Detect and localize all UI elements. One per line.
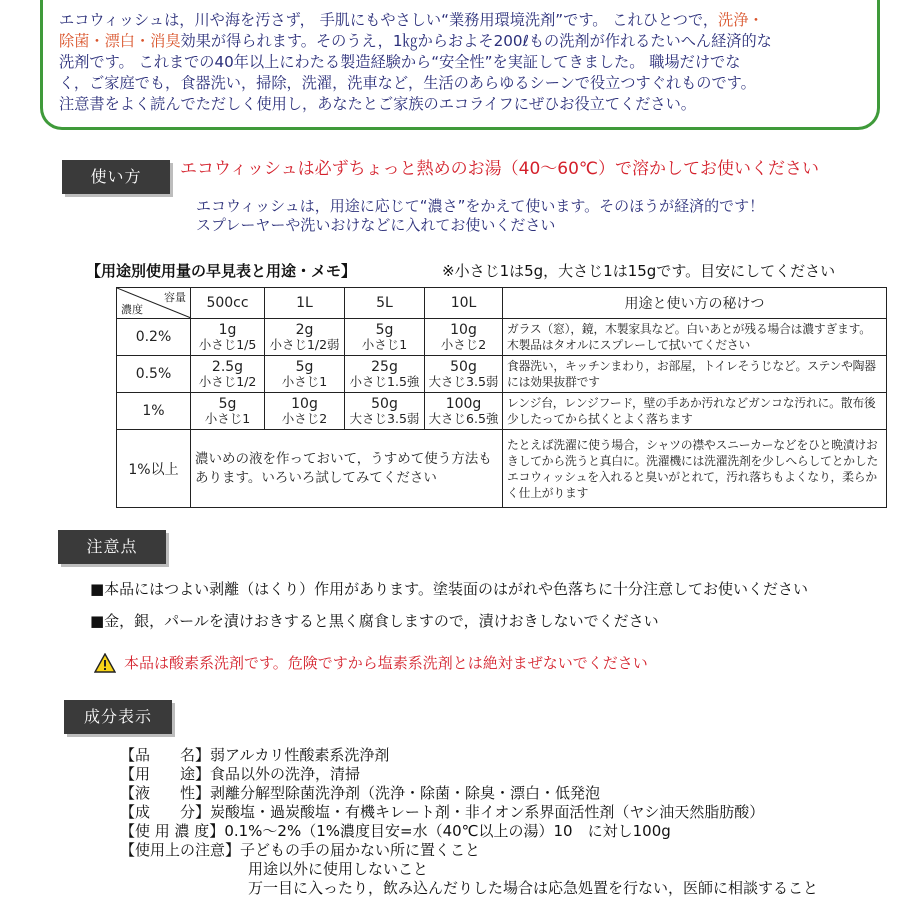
- ingredient-value: 弱アルカリ性酸素系洗浄剤: [210, 746, 390, 764]
- ingredient-row: [120, 803, 818, 822]
- caution-section-label: 注意点: [58, 530, 166, 564]
- ingredient-value: 剥離分解型除菌洗浄剤（洗浄・除菌・除臭・漂白・低発泡: [210, 784, 601, 802]
- memo-header: 用途と使い方の秘けつ: [503, 288, 887, 319]
- ingredients-list: [120, 746, 818, 898]
- intro-line-1: [59, 10, 863, 31]
- amount-value: 5g: [295, 358, 314, 375]
- ingredient-key: 【成 分】: [120, 803, 211, 821]
- amount-value: 10g: [291, 395, 318, 412]
- amount-cell: [425, 319, 503, 356]
- spoon-value: 小さじ1: [361, 336, 408, 352]
- ingredient-key: 【使用上の注意】: [120, 841, 241, 859]
- spoon-value: 大さじ6.5強: [428, 410, 499, 426]
- column-header: 5L: [345, 288, 425, 319]
- usage-table: [116, 287, 887, 508]
- spoon-value: 小さじ2: [281, 410, 328, 426]
- ingredient-value: 食品以外の洗浄，清掃: [210, 765, 361, 783]
- ingredient-note: 用途以外に使用しないこと: [248, 860, 429, 878]
- usage-line-2: スプレーヤーや洗いおけなどに入れてお使いください: [196, 216, 556, 234]
- intro-highlight: 除菌・漂白・消臭: [59, 32, 181, 50]
- ingredient-row: [120, 765, 818, 784]
- spoon-value: 大さじ3.5弱: [428, 373, 499, 389]
- memo-cell: レンジ台，レンジフード，壁の手あか汚れなどガンコな汚れに。散布後少したってから拭くとよく落ちます: [503, 393, 887, 430]
- ingredient-key: 【液 性】: [120, 784, 211, 802]
- intro-highlight: 洗浄・: [718, 11, 764, 29]
- amount-cell: [191, 319, 265, 356]
- warning-text: 本品は酸素系洗剤です。危険ですから塩素系洗剤とは絶対まぜないでください: [124, 654, 648, 672]
- ingredient-key: 【使 用 濃 度】: [120, 822, 225, 840]
- table-row: [117, 393, 887, 430]
- spoon-value: 小さじ1/2弱: [269, 336, 340, 352]
- memo-cell: ガラス（窓），鏡，木製家具など。白いあとが残る場合は濃すぎます。木製品はタオルにスプレーして拭いてください: [503, 319, 887, 356]
- amount-value: 1g: [218, 321, 237, 338]
- amount-value: 5g: [218, 395, 237, 412]
- spoon-value: 小さじ1/2: [198, 373, 257, 389]
- table-row: [117, 356, 887, 393]
- spoon-value: 小さじ1.5強: [349, 373, 420, 389]
- amount-cell: [265, 319, 345, 356]
- intro-line-5: 注意書をよく読んでただしく使用し，あなたとご家族のエコライフにぜひお役立てください。: [59, 95, 696, 113]
- amount-cell: [345, 319, 425, 356]
- merged-method-cell: 濃いめの液を作っておいて，うすめて使う方法もあります。いろいろ試してみてください: [191, 430, 503, 508]
- amount-value: 5g: [375, 321, 394, 338]
- column-header: 500cc: [191, 288, 265, 319]
- ingredient-note: 万一目に入ったり，飲み込んだりした場合は応急処置を行ない，医師に相談すること: [248, 879, 819, 897]
- spoon-value: 大さじ3.5弱: [349, 410, 420, 426]
- column-header: 1L: [265, 288, 345, 319]
- amount-cell: [425, 393, 503, 430]
- caution-item-2: ■金，銀，パールを漬けおきすると黒く腐食しますので，漬けおきしないでください: [90, 612, 659, 630]
- amount-value: 100g: [445, 395, 482, 412]
- spoon-value: 小さじ1/5: [198, 336, 257, 352]
- ingredient-key: 【用 途】: [120, 765, 211, 783]
- table-header-row: [117, 288, 887, 319]
- usage-section-label: 使い方: [62, 160, 170, 194]
- amount-value: 50g: [450, 358, 477, 375]
- amount-value: 2g: [295, 321, 314, 338]
- ingredient-row: [120, 746, 818, 765]
- intro-line-2: [59, 31, 863, 52]
- amount-value: 50g: [371, 395, 398, 412]
- warning-line: [94, 652, 648, 673]
- memo-cell: 食器洗い，キッチンまわり，お部屋，トイレそうじなど。ステンや陶器には効果抜群です: [503, 356, 887, 393]
- usage-headline: エコウィッシュは必ずちょっと熱めのお湯（40～60℃）で溶かしてお使いください: [180, 159, 819, 179]
- spoon-value: 小さじ1: [204, 410, 251, 426]
- usage-line-1: エコウィッシュは，用途に応じて“濃さ”をかえて使います。そのほうが経済的です！: [196, 197, 765, 215]
- concentration-cell: 0.2%: [117, 319, 191, 356]
- intro-line-3: 洗剤です。 これまでの40年以上にわたる製造経験から“安全性”を実証してきました。 職場だけでな: [59, 53, 741, 71]
- corner-concentration: 濃度: [121, 303, 143, 316]
- intro-box: [40, 0, 880, 130]
- intro-text: 効果が得られます。そのうえ，1㎏からおよそ200ℓもの洗剤が作れるたいへん経済的な: [180, 32, 772, 50]
- amount-cell: [345, 393, 425, 430]
- ingredient-value: 0.1%～2%（1%濃度目安=水（40℃以上の湯）10 に対し100g: [224, 822, 671, 840]
- table-title: 【用途別使用量の早見表と用途・メモ】: [86, 262, 357, 280]
- concentration-cell: 1%: [117, 393, 191, 430]
- amount-value: 2.5g: [211, 358, 244, 375]
- concentration-cell: 0.5%: [117, 356, 191, 393]
- amount-cell: [265, 393, 345, 430]
- ingredient-row: [120, 784, 818, 803]
- ingredient-row: [120, 841, 818, 860]
- amount-cell: [345, 356, 425, 393]
- corner-capacity: 容量: [164, 291, 186, 304]
- table-row: [117, 430, 887, 508]
- concentration-cell: 1%以上: [117, 430, 191, 508]
- ingredients-section-label: 成分表示: [64, 700, 172, 734]
- memo-cell: たとえば洗濯に使う場合，シャツの襟やスニーカーなどをひと晩漬けおきしてから洗うと真白に。洗濯機には洗濯洗剤を少しへらしてとかしたエコウィッシュを入れると臭いがとれて，汚れ落ちもよくなり，柔らかく仕上がります: [503, 430, 887, 508]
- amount-value: 25g: [371, 358, 398, 375]
- table-row: [117, 319, 887, 356]
- amount-value: 10g: [450, 321, 477, 338]
- amount-cell: [191, 393, 265, 430]
- amount-cell: [265, 356, 345, 393]
- table-corner-cell: [117, 288, 191, 319]
- ingredient-value: 子どもの手の届かない所に置くこと: [240, 841, 481, 859]
- table-note: ※小さじ1は5g，大さじ1は15gです。目安にしてください: [442, 262, 836, 280]
- intro-text: エコウィッシュは，川や海を汚さず， 手肌にもやさしい“業務用環境洗剤”です。 これひとつで，: [59, 11, 719, 29]
- warning-icon: [94, 653, 116, 673]
- spoon-value: 小さじ1: [281, 373, 328, 389]
- ingredient-key: 【品 名】: [120, 746, 211, 764]
- intro-line-4: く，ご家庭でも，食器洗い，掃除，洗濯，洗車など，生活のあらゆるシーンで役立つすぐれものです。: [59, 74, 756, 92]
- ingredient-value: 炭酸塩・過炭酸塩・有機キレート剤・非イオン系界面活性剤（ヤシ油天然脂肪酸）: [210, 803, 765, 821]
- amount-cell: [191, 356, 265, 393]
- caution-item-1: ■本品にはつよい剥離（はくり）作用があります。塗装面のはがれや色落ちに十分注意してお使いください: [90, 580, 808, 598]
- ingredient-row: [120, 822, 818, 841]
- spoon-value: 小さじ2: [440, 336, 487, 352]
- column-header: 10L: [425, 288, 503, 319]
- amount-cell: [425, 356, 503, 393]
